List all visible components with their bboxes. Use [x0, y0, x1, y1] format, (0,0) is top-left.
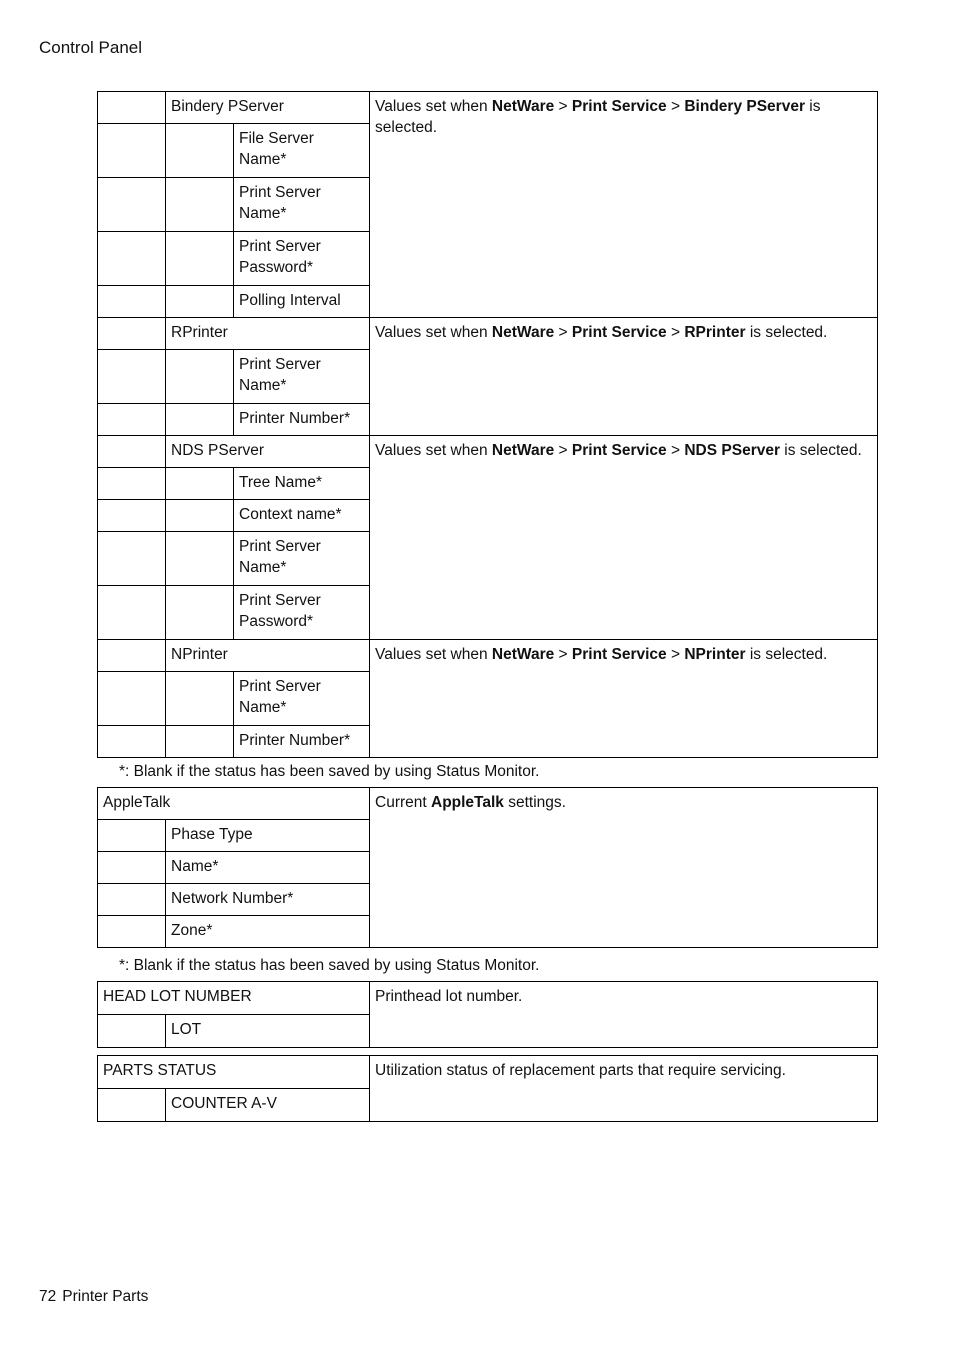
indent-cell — [166, 124, 234, 178]
table-row — [98, 318, 878, 350]
indent-cell — [166, 726, 234, 758]
indent-cell — [98, 92, 166, 124]
item-label: Print Server Name* — [234, 532, 370, 586]
group-label-rprinter: RPrinter — [166, 318, 370, 350]
table-row — [98, 640, 878, 672]
item-label: Printer Number* — [234, 404, 370, 436]
indent-cell — [166, 404, 234, 436]
table-row — [98, 436, 878, 468]
footnote-status-monitor: *: Blank if the status has been saved by using Status Monitor. — [119, 957, 540, 974]
description-rprinter: Values set when NetWare > Print Service > RPrinter is selected. — [370, 318, 878, 436]
table-row — [98, 92, 878, 124]
description-parts-status: Utilization status of replacement parts that require servicing. — [370, 1056, 878, 1122]
indent-cell — [166, 586, 234, 640]
indent-cell — [98, 820, 166, 852]
page-header-title: Control Panel — [39, 38, 143, 57]
indent-cell — [98, 404, 166, 436]
description-head-lot-number: Printhead lot number. — [370, 982, 878, 1048]
item-label: Print Server Password* — [234, 232, 370, 286]
table-row — [98, 788, 878, 820]
netware-print-service-table — [97, 91, 878, 758]
item-label: LOT — [166, 1015, 370, 1048]
indent-cell — [98, 640, 166, 672]
head-lot-number-table — [97, 981, 878, 1048]
item-label: Print Server Name* — [234, 672, 370, 726]
indent-cell — [98, 884, 166, 916]
indent-cell — [98, 500, 166, 532]
item-label: Phase Type — [166, 820, 370, 852]
item-label: Zone* — [166, 916, 370, 948]
item-label: Polling Interval — [234, 286, 370, 318]
page-number: 72 — [39, 1288, 57, 1305]
description-nds-pserver: Values set when NetWare > Print Service > NDS PServer is selected. — [370, 436, 878, 640]
indent-cell — [166, 178, 234, 232]
indent-cell — [166, 468, 234, 500]
group-label-parts-status: PARTS STATUS — [98, 1056, 370, 1089]
indent-cell — [98, 852, 166, 884]
indent-cell — [98, 124, 166, 178]
group-label-head-lot-number: HEAD LOT NUMBER — [98, 982, 370, 1015]
item-label: COUNTER A-V — [166, 1089, 370, 1122]
indent-cell — [98, 468, 166, 500]
indent-cell — [98, 1089, 166, 1122]
description-nprinter: Values set when NetWare > Print Service > NPrinter is selected. — [370, 640, 878, 758]
indent-cell — [98, 436, 166, 468]
group-label-nds-pserver: NDS PServer — [166, 436, 370, 468]
item-label: Network Number* — [166, 884, 370, 916]
indent-cell — [166, 232, 234, 286]
indent-cell — [166, 500, 234, 532]
indent-cell — [98, 318, 166, 350]
description-bindery-pserver: Values set when NetWare > Print Service > Bindery PServer is selected. — [370, 92, 878, 318]
indent-cell — [98, 532, 166, 586]
table-row — [98, 982, 878, 1015]
indent-cell — [98, 726, 166, 758]
appletalk-table — [97, 787, 878, 948]
indent-cell — [166, 286, 234, 318]
indent-cell — [166, 532, 234, 586]
indent-cell — [98, 178, 166, 232]
indent-cell — [98, 286, 166, 318]
footnote-status-monitor: *: Blank if the status has been saved by using Status Monitor. — [119, 763, 540, 780]
item-label: Printer Number* — [234, 726, 370, 758]
item-label: File Server Name* — [234, 124, 370, 178]
indent-cell — [166, 350, 234, 404]
footer-section-title: Printer Parts — [62, 1288, 149, 1305]
indent-cell — [98, 350, 166, 404]
group-label-appletalk: AppleTalk — [98, 788, 370, 820]
item-label: Context name* — [234, 500, 370, 532]
indent-cell — [98, 916, 166, 948]
group-label-bindery-pserver: Bindery PServer — [166, 92, 370, 124]
page-footer — [39, 1286, 148, 1307]
item-label: Print Server Password* — [234, 586, 370, 640]
table-row — [98, 1056, 878, 1089]
group-label-nprinter: NPrinter — [166, 640, 370, 672]
indent-cell — [98, 586, 166, 640]
description-appletalk: Current AppleTalk settings. — [370, 788, 878, 948]
item-label: Print Server Name* — [234, 350, 370, 404]
item-label: Print Server Name* — [234, 178, 370, 232]
item-label: Tree Name* — [234, 468, 370, 500]
indent-cell — [98, 672, 166, 726]
item-label: Name* — [166, 852, 370, 884]
indent-cell — [166, 672, 234, 726]
indent-cell — [98, 232, 166, 286]
parts-status-table — [97, 1055, 878, 1122]
indent-cell — [98, 1015, 166, 1048]
